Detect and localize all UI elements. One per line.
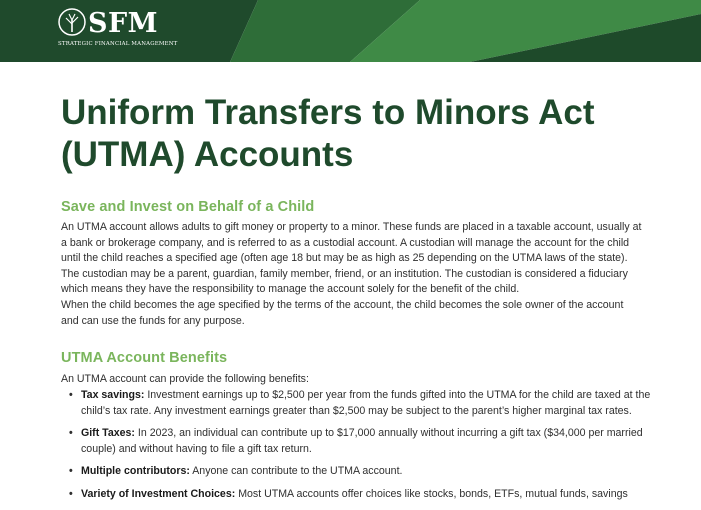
benefit-label: Variety of Investment Choices:	[81, 487, 236, 500]
paragraph-child-ownership: When the child becomes the age specified by the terms of the account, the child becomes the sole owner of the account and can use the funds for any purpose.	[61, 299, 624, 327]
benefit-text: Anyone can contribute to the UTMA account.	[189, 465, 403, 478]
benefits-intro: An UTMA account can provide the following benefits:	[61, 373, 309, 385]
benefit-label: Gift Taxes:	[81, 427, 135, 440]
bullet-icon: •	[69, 487, 73, 500]
benefit-label: Multiple contributors:	[81, 465, 190, 478]
paragraph-utma-intro: An UTMA account allows adults to gift money or property to a minor. These funds are placed in a taxable account, usually at a bank or brokerage company, and is referred to as a custodial account. A custodian will manage the account for the child until the child reaches a specified age (often age 18 but may be as high as 25 depending on the UTMA laws of the state). The custodian may be a parent, guardian, family member, friend, or an institution. The custodian is considered a fiduciary which means they have the responsibility to manage the account solely for the benefit of the child.	[61, 221, 642, 296]
benefits-list	[61, 388, 661, 510]
bullet-icon: •	[69, 427, 73, 440]
page-title: Uniform Transfers to Minors Act (UTMA) Accounts	[61, 93, 595, 174]
bullet-icon: •	[69, 389, 73, 401]
benefit-text: Investment earnings up to $2,500 per year from the funds gifted into the UTMA for the child are taxed at the child’s tax rate. Any investment earnings greater than $2,500 may be subject to the parent’s higher marginal tax rates.	[81, 389, 651, 417]
list-item	[61, 487, 661, 503]
header-banner	[0, 0, 701, 62]
sfm-logo	[58, 8, 198, 52]
bullet-icon: •	[69, 465, 73, 478]
benefit-text: Most UTMA accounts offer choices like stocks, bonds, ETFs, mutual funds, savings	[235, 487, 628, 500]
tree-logo-icon	[58, 8, 86, 36]
logo-tagline: STRATEGIC FINANCIAL MANAGEMENT	[58, 41, 178, 47]
section-heading-save-invest: Save and Invest on Behalf of a Child	[61, 199, 315, 215]
logo-wordmark: SFM	[88, 8, 159, 39]
list-item	[61, 388, 661, 419]
list-item	[61, 426, 661, 457]
benefit-label: Tax savings:	[81, 389, 145, 401]
list-item	[61, 464, 661, 480]
section-heading-benefits: UTMA Account Benefits	[61, 350, 228, 366]
benefit-text: In 2023, an individual can contribute up to $17,000 annually without incurring a gift tax ($34,000 per married couple) and without having to file a gift tax return.	[81, 427, 643, 455]
